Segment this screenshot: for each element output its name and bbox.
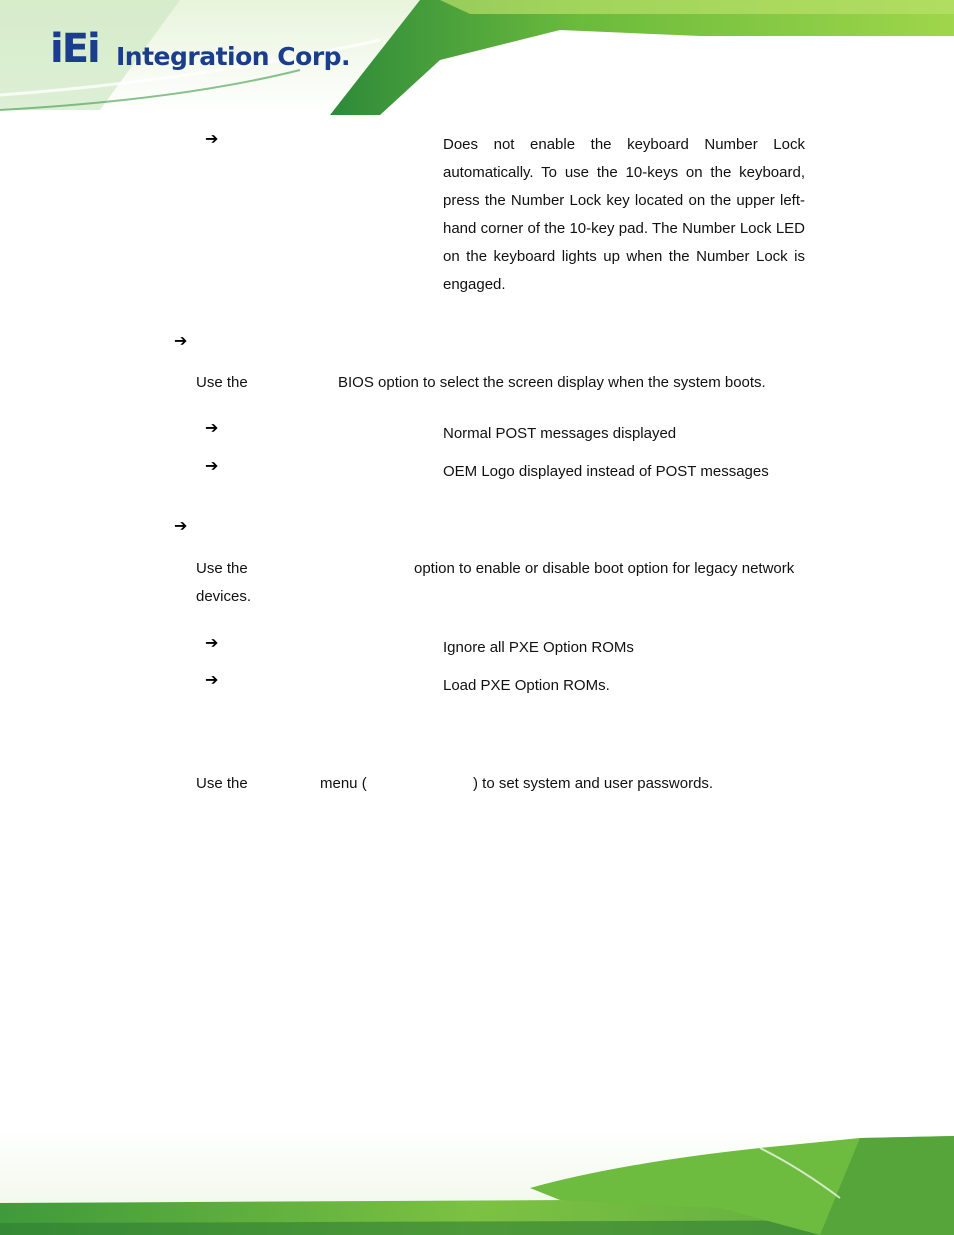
footer-banner: [0, 1128, 954, 1235]
pxe-option-description: Ignore all PXE Option ROMs: [443, 639, 634, 656]
numlock-off-description: Does not enable the keyboard Number Lock automatically. To use the 10-keys on the keyboard, press the Number Lock key located on the upper left-hand corner of the 10-key pad. The Number Lock LED on the keyboard lights up when the Number Lock is engaged.: [443, 136, 805, 293]
quiet-boot-option-description: Normal POST messages displayed: [443, 425, 677, 442]
quiet-boot-intro-end: BIOS option to select the screen display when the system boots.: [338, 374, 766, 391]
quiet-boot-intro-start: Use the: [196, 374, 248, 391]
quiet-boot-option-description: OEM Logo displayed instead of POST messages: [443, 463, 769, 480]
arrow-icon: ➔: [205, 456, 219, 475]
pxe-intro-line2: devices.: [196, 588, 252, 605]
security-text-start: Use the: [196, 775, 248, 792]
security-text-end: ) to set system and user passwords.: [473, 775, 714, 792]
logo-iei: iEi: [50, 26, 99, 72]
arrow-icon: ➔: [205, 418, 219, 437]
arrow-icon: ➔: [205, 670, 219, 689]
arrow-icon: ➔: [205, 633, 219, 652]
arrow-icon: ➔: [174, 516, 188, 535]
pxe-intro-start: Use the: [196, 560, 248, 577]
logo-text: Integration Corp.: [116, 42, 351, 71]
pxe-option-description: Load PXE Option ROMs.: [443, 677, 610, 694]
arrow-icon: ➔: [174, 331, 188, 350]
security-text-middle: menu (: [320, 775, 367, 792]
pxe-intro-end: option to enable or disable boot option for legacy network: [414, 560, 795, 577]
arrow-icon: ➔: [205, 129, 219, 148]
